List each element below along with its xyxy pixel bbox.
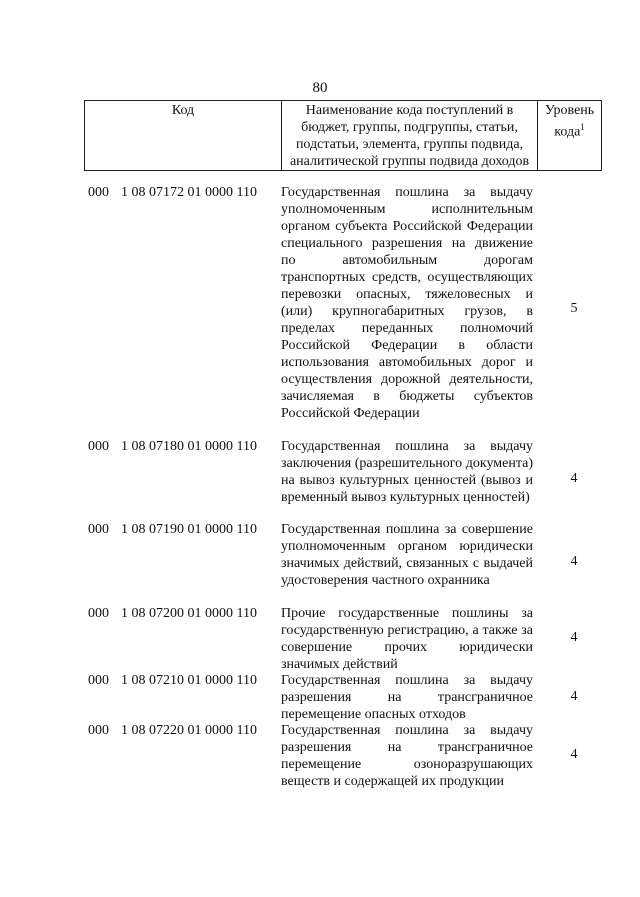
- header-level-line2: кода$^1$: [554, 122, 585, 140]
- admin-code: 000: [88, 606, 109, 621]
- income-code: 1 08 07180 01 0000 110: [121, 439, 257, 454]
- table-header: [84, 100, 602, 171]
- table-row: [84, 438, 604, 521]
- header-code-label: Код: [171, 103, 195, 118]
- code-level: 4: [570, 689, 578, 704]
- header-level-cell: [538, 101, 602, 171]
- header-level-footnote: 1: [580, 122, 585, 132]
- header-name-line: Наименование кода поступлений в: [305, 103, 514, 118]
- income-code: 1 08 07172 01 0000 110: [121, 185, 257, 200]
- admin-code: 000: [88, 185, 109, 200]
- table-body: [84, 184, 604, 792]
- income-name: Прочие государственные пошлины за государственную регистрацию, а также за совершение прочих юридически значимых действий: [281, 606, 533, 672]
- income-code: 1 08 07220 01 0000 110: [121, 723, 257, 738]
- header-name-line: подстатьи, элемента, группы подвида,: [295, 137, 524, 152]
- table-row: [84, 605, 604, 672]
- code-level: 4: [570, 630, 578, 645]
- table-row: [84, 672, 604, 722]
- admin-code: 000: [88, 723, 109, 738]
- header-name-line: бюджет, группы, подгруппы, статьи,: [301, 120, 518, 135]
- table-row: [84, 722, 604, 792]
- header-level-line1: Уровень: [544, 103, 595, 118]
- code-level: 4: [570, 747, 578, 762]
- income-name: Государственная пошлина за выдачу разрешения на трансграничное перемещение озоноразрушающих веществ и содержащей их продукции: [281, 723, 533, 789]
- admin-code: 000: [88, 673, 109, 688]
- income-code: 1 08 07190 01 0000 110: [121, 522, 257, 537]
- income-code: 1 08 07210 01 0000 110: [121, 673, 257, 688]
- income-name: Государственная пошлина за выдачу уполномоченным исполнительным органом субъекта Российской Федерации специального разрешения на движение по автомобильным дорогам транспортных средств, осуществляющих перевозки опасных, тяжеловесных и (или) крупногабаритных грузов, в пределах переданных полномочий Российской Федерации в области использования автомобильных дорог и осуществления дорожной деятельности, зачисляемая в бюджеты субъектов Российской Федерации: [281, 185, 533, 421]
- income-name: Государственная пошлина за выдачу разрешения на трансграничное перемещение опасных отходов: [281, 673, 533, 722]
- header-name-line: аналитической группы подвида доходов: [289, 154, 530, 169]
- page-number: 80: [312, 80, 328, 96]
- table-row: [84, 184, 604, 438]
- header-name-cell: [282, 101, 538, 171]
- table-row: [84, 521, 604, 605]
- income-name: Государственная пошлина за совершение уполномоченным органом юридически значимых действий, связанных с выдачей удостоверения частного охранника: [281, 522, 533, 588]
- income-code: 1 08 07200 01 0000 110: [121, 606, 257, 621]
- code-level: 4: [570, 554, 578, 569]
- code-level: 4: [570, 471, 578, 486]
- admin-code: 000: [88, 439, 109, 454]
- code-level: 5: [570, 301, 578, 316]
- income-name: Государственная пошлина за выдачу заключения (разрешительного документа) на вывоз культурных ценностей (вывоз и временный вывоз культурных ценностей): [281, 439, 533, 505]
- header-code-cell: [85, 101, 282, 171]
- admin-code: 000: [88, 522, 109, 537]
